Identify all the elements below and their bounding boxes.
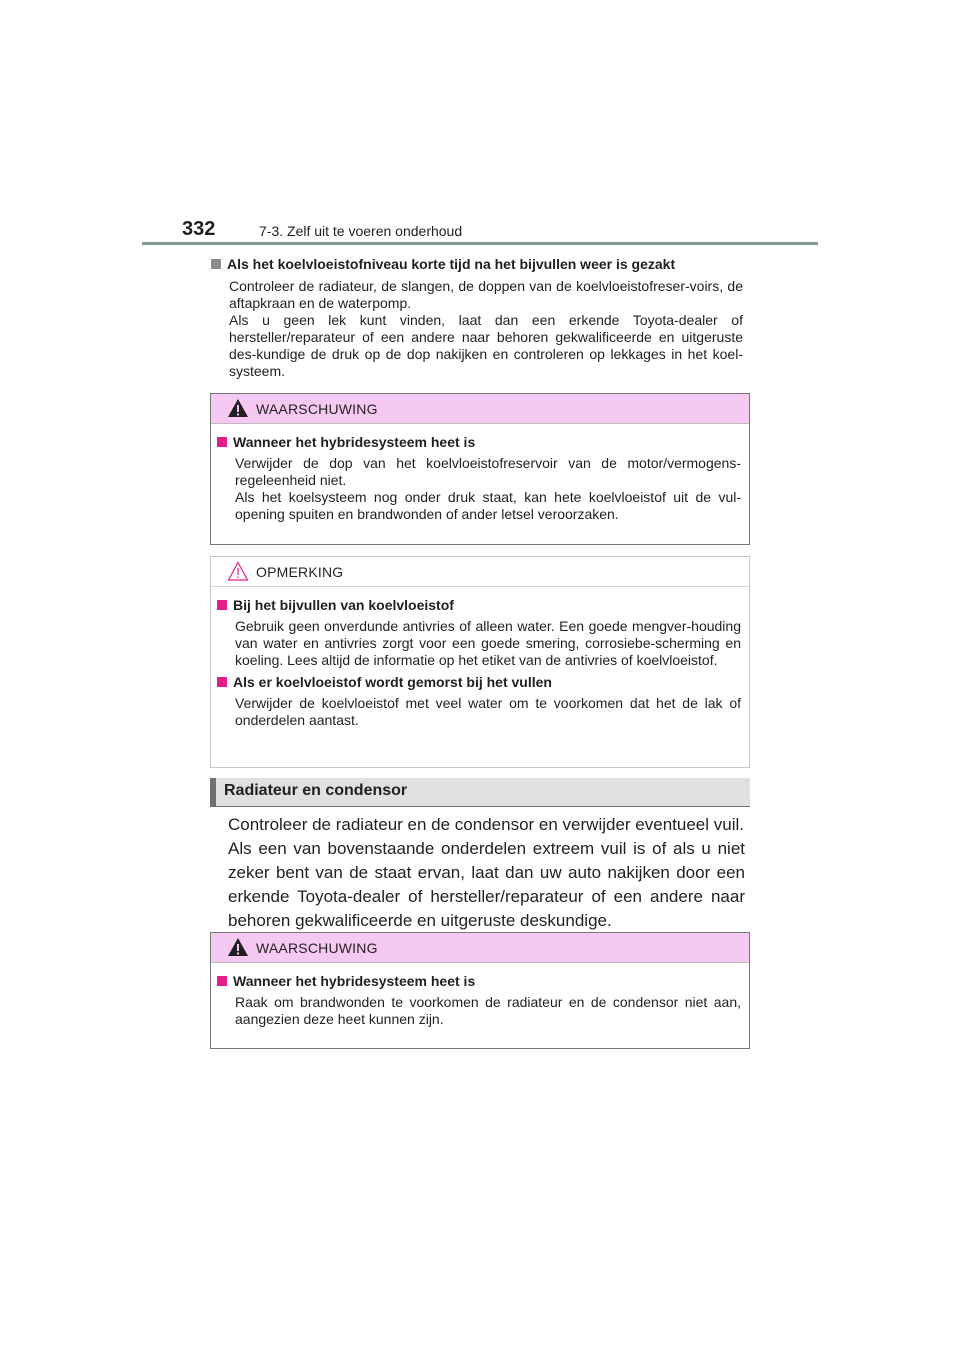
warning-item	[217, 434, 741, 523]
page-header	[142, 216, 818, 248]
warning-item-text	[235, 455, 741, 523]
header-divider	[142, 242, 818, 245]
warning-paragraph: Verwijder de dop van het koelvloeistofreservoir van de motor/vermogens-regeleenheid niet.	[235, 455, 741, 488]
warning-body	[211, 963, 749, 1038]
topic-paragraph: Als u geen lek kunt vinden, laat dan een erkende Toyota-dealer of hersteller/reparateur of een andere naar behoren gekwalificeerde en uitgeruste des-kundige de druk op de dop nakijken en controleren op lekkages in het koel-systeem.	[229, 312, 743, 379]
topic-paragraph: Controleer de radiateur, de slangen, de doppen van de koelvloeistofreser-voirs, de aftapkraan en de waterpomp.	[229, 278, 743, 311]
caution-triangle-icon	[227, 561, 249, 581]
main-paragraph: Controleer de radiateur en de condensor en verwijder eventueel vuil.	[228, 815, 744, 834]
page-number: 332	[182, 218, 216, 240]
warning-item-title: Wanneer het hybridesysteem heet is	[233, 973, 476, 989]
warning-item	[217, 973, 741, 1028]
topic-heading	[211, 256, 743, 273]
warning-box	[210, 932, 750, 1049]
bullet-square-icon	[217, 437, 227, 447]
section-heading-band	[210, 778, 750, 806]
notice-item-heading	[217, 597, 741, 614]
notice-item-title: Bij het bijvullen van koelvloeistof	[233, 597, 454, 613]
notice-header	[211, 557, 749, 587]
warning-triangle-icon	[227, 398, 249, 418]
topic-title: Als het koelvloeistofniveau korte tijd na het bijvullen weer is gezakt	[227, 256, 676, 272]
notice-body	[211, 587, 749, 739]
warning-header	[211, 394, 749, 424]
notice-item-title: Als er koelvloeistof wordt gemorst bij het vullen	[233, 674, 552, 690]
notice-label: OPMERKING	[256, 564, 344, 580]
warning-item-heading	[217, 434, 741, 451]
main-paragraph: Als een van bovenstaande onderdelen extreem vuil is of als u niet zeker bent van de staat ervan, laat dan uw auto nakijken door een erkende Toyota-dealer of hersteller/reparateur of een andere naar behoren gekwalificeerde en uitgeruste deskundige.	[228, 839, 745, 930]
bullet-square-icon	[217, 976, 227, 986]
bullet-square-icon	[211, 259, 221, 269]
notice-box	[210, 556, 750, 768]
topic-body	[229, 278, 743, 380]
warning-label: WAARSCHUWING	[256, 401, 378, 417]
warning-body	[211, 424, 749, 533]
section-heading-bar	[210, 778, 216, 806]
warning-header	[211, 933, 749, 963]
section-heading: Radiateur en condensor	[224, 782, 408, 799]
notice-item	[217, 597, 741, 669]
notice-item	[217, 674, 741, 729]
warning-item-heading	[217, 973, 741, 990]
notice-item-heading	[217, 674, 741, 691]
warning-triangle-icon	[227, 937, 249, 957]
coolant-level-topic	[211, 256, 743, 380]
section-title: 7-3. Zelf uit te voeren onderhoud	[259, 223, 463, 239]
warning-paragraph: Als het koelsysteem nog onder druk staat, kan hete koelvloeistof uit de vul-opening spuiten en brandwonden of ander letsel veroorzaken.	[235, 489, 741, 522]
warning-item-title: Wanneer het hybridesysteem heet is	[233, 434, 476, 450]
bullet-square-icon	[217, 677, 227, 687]
bullet-square-icon	[217, 600, 227, 610]
warning-box	[210, 393, 750, 545]
warning-item-text: Raak om brandwonden te voorkomen de radiateur en de condensor niet aan, aangezien deze heet kunnen zijn.	[235, 994, 741, 1027]
notice-item-text: Gebruik geen onverdunde antivries of alleen water. Een goede mengver-houding van water en antivries zorgt voor een goede smering, corrosiebe-scherming en koeling. Lees altijd de informatie op het etiket van de antivries of koelvloeistof.	[235, 618, 741, 668]
radiator-main-text	[228, 813, 745, 933]
notice-item-text: Verwijder de koelvloeistof met veel water om te voorkomen dat het de lak of onderdelen aantast.	[235, 695, 741, 728]
warning-label: WAARSCHUWING	[256, 940, 378, 956]
section-heading-rule	[210, 806, 750, 807]
